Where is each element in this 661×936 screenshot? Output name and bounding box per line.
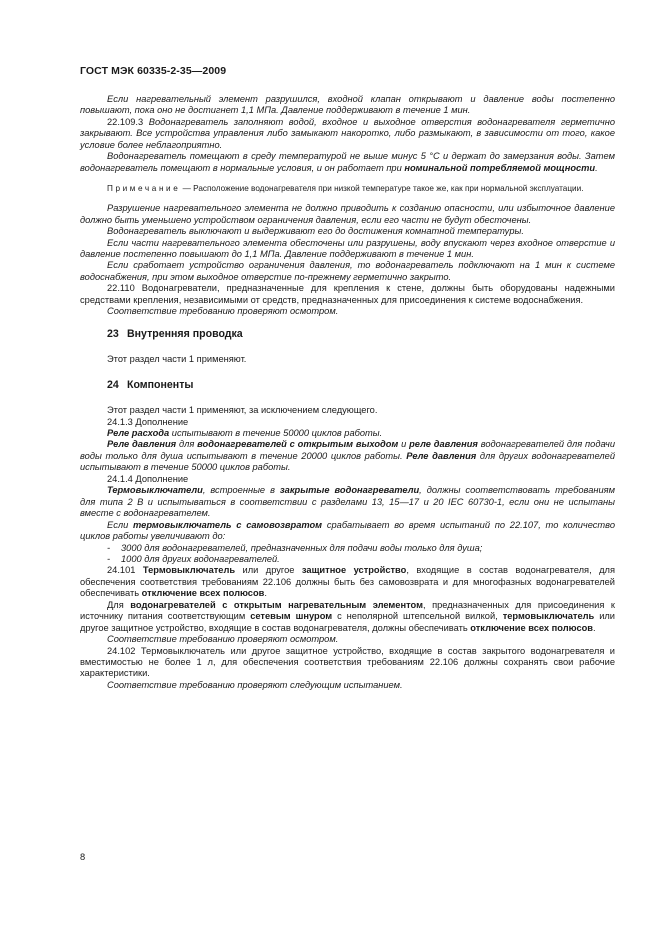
list-dash: -: [107, 542, 111, 553]
paragraph: [80, 565, 615, 599]
paragraph: [80, 520, 615, 543]
bold-term: Реле расхода: [107, 427, 170, 438]
section-23-text: Этот раздел части 1 применяют.: [107, 354, 247, 365]
text-run: , входящие в состав водонагревателя, для обеспечения соответствия требованиям 22.106 должны быть без самовозврата и для многофазных водонагревателей обеспечивать: [80, 565, 615, 599]
text-run: 22.109.3: [107, 116, 149, 127]
paragraph: [80, 117, 615, 151]
list-item-text: 1000 для других водонагревателей.: [121, 553, 280, 564]
text-run: Если нагревательный элемент разрушился, входной клапан открывают и давление воды постепенно повышают, пока оно не достигнет 1,1 МПа. Давление поддерживают в течение 1 мин.: [80, 94, 615, 116]
note: [80, 183, 615, 194]
text-run: Соответствие требованию проверяют осмотром.: [107, 306, 339, 317]
bold-term: термовыключатель с самовозвратом: [133, 519, 323, 530]
text-run: Этот раздел части 1 применяют, за исключением следующего.: [107, 405, 378, 416]
paragraph: [80, 203, 615, 226]
text-run: 24.1.3 Дополнение: [107, 416, 189, 427]
paragraph: [80, 226, 615, 237]
paragraph: [80, 283, 615, 306]
bold-term: Реле давления: [107, 439, 177, 450]
text-run: или другое: [235, 565, 302, 576]
text-run: , должны соответствовать требованиям для типа 2 В и испытываться в соответствии с разделами 13, 15—17 и 20 IEC 60730-1, если они не испытаны вместе с водонагревателем.: [80, 485, 615, 519]
text-run: .: [264, 588, 267, 599]
bold-term: водонагревателей с открытым нагревательным элементом: [130, 599, 423, 610]
document-body: [80, 94, 615, 691]
text-run: водонагревателей для подачи воды только для душа испытывают в течение 20000 циклов работы.: [80, 439, 615, 461]
text-run: 24.1.4 Дополнение: [107, 473, 189, 484]
text-run: Водонагреватель заполняют водой, входное и выходное отверстия водонагревателя герметично закрывают. Все устройства управления либо замыкают накоротко, либо размыкают, в зависимости от того, какое условие более неблагоприятно.: [80, 116, 615, 150]
bold-term: отключение всех полюсов: [470, 622, 594, 633]
text-run: , встроенные в: [202, 485, 280, 496]
bold-term: реле давления: [409, 439, 478, 450]
paragraph-group-c: [80, 405, 615, 542]
paragraph-group-d: [80, 565, 615, 691]
note-text: — Расположение водонагревателя при низкой температуре такое же, как при нормальной эксплуатации.: [180, 184, 584, 194]
text-run: .: [595, 162, 598, 173]
bold-term: Термовыключатель: [142, 565, 236, 576]
paragraph: [80, 439, 615, 473]
text-run: Разрушение нагревательного элемента не должно приводить к созданию опасности, или избыточное давление должно быть уменьшено устройством ограничения давления, если его части не будут обесточены.: [80, 203, 615, 225]
text-run: Если: [107, 519, 134, 530]
section-23-title: Внутренняя проводка: [127, 327, 243, 340]
paragraph: [80, 238, 615, 261]
paragraph: [80, 428, 615, 439]
paragraph: [80, 260, 615, 283]
section-24-number: 24: [107, 378, 119, 391]
paragraph: [80, 306, 615, 317]
text-run: и: [398, 439, 410, 450]
text-run: или другое защитное устройство, входящие в состав водонагревателя, должны обеспечивать: [80, 611, 616, 633]
document-header: ГОСТ МЭК 60335-2-35—2009: [80, 65, 227, 77]
text-run: Для: [107, 599, 131, 610]
text-run: 24.102 Термовыключатель или другое защитное устройство, входящие в состав закрытого водонагревателя и вместимостью не более 1 л, для обеспечения соответствия требованиям 22.106 должны сохранять свои рабочие характеристики.: [80, 645, 615, 679]
paragraph-group-b: [80, 203, 615, 318]
paragraph: [80, 474, 615, 485]
text-run: 22.110 Водонагреватели, предназначенные для крепления к стене, должны быть оборудованы надежными средствами крепления, независимыми от средств, предназначенных для присоединения к системе водоснабжения.: [80, 283, 615, 305]
list-item-text: 3000 для водонагревателей, предназначенных для подачи воды только для душа;: [121, 542, 483, 553]
bold-term: термовыключатель: [502, 611, 595, 622]
paragraph: [80, 646, 615, 680]
text-run: .: [593, 622, 596, 633]
paragraph-group-a: [80, 94, 615, 174]
paragraph: [80, 600, 615, 634]
paragraph: [80, 680, 615, 691]
text-run: Соответствие требованию проверяют следующим испытанием.: [107, 679, 403, 690]
bold-term: отключение всех полюсов: [141, 588, 265, 599]
paragraph: [80, 485, 615, 519]
text-run: срабатывает во время испытаний по 22.107, то количество циклов работы увеличивают до:: [80, 519, 615, 542]
text-run: Водонагреватель выключают и выдерживают его до достижения комнатной температуры.: [107, 226, 524, 237]
text-run: Если сработает устройство ограничения давления, то водонагреватель подключают на 1 мин к системе водоснабжения, при этом выходное отверстие по-прежнему герметично закрыто.: [80, 260, 615, 282]
paragraph: [80, 94, 615, 117]
text-run: Если части нагревательного элемента обесточены или разрушены, воду впускают через входное отверстие и давление постепенно повышают до 1,1 МПа. Давление поддерживают в течение 1 мин.: [80, 237, 615, 259]
list-dash: -: [107, 553, 111, 564]
note-label: Примечание: [107, 184, 181, 194]
bold-term: водонагревателей с открытым выходом: [197, 439, 399, 450]
page-number: 8: [80, 852, 86, 862]
cycle-count-list: [80, 543, 615, 566]
bold-term: Термовыключатели: [107, 485, 203, 496]
text-run: Водонагреватель помещают в среду температурой не выше минус 5 °C и держат до замерзания воды. Затем водонагреватель помещают в нормальные условия, и он работает при: [80, 151, 615, 173]
paragraph: [80, 634, 615, 645]
text-run: для: [176, 439, 198, 450]
paragraph: [80, 405, 615, 416]
list-item: [80, 554, 615, 565]
list-item: [80, 543, 615, 554]
text-run: Соответствие требованию проверяют осмотром.: [107, 634, 339, 645]
bold-term: номинальной потребляемой мощности: [404, 162, 596, 173]
text-run: с неполярной штепсельной вилкой,: [332, 611, 503, 622]
section-24-title: Компоненты: [127, 378, 194, 391]
section-23-heading: [80, 329, 615, 340]
text-run: для других водонагревателей испытывают в течение 50000 циклов работы.: [80, 450, 615, 473]
text-run: , предназначенных для присоединения к источнику питания соответствующим: [80, 599, 615, 622]
bold-term: Реле давления: [406, 450, 477, 461]
bold-term: защитное устройство: [301, 565, 407, 576]
section-23-number: 23: [107, 327, 119, 340]
text-run: испытывают в течение 50000 циклов работы.: [169, 427, 383, 438]
bold-term: сетевым шнуром: [250, 611, 333, 622]
paragraph: [80, 151, 615, 174]
text-run: 24.101: [107, 565, 143, 576]
section-24-heading: [80, 380, 615, 391]
paragraph: [80, 417, 615, 428]
bold-term: закрытые водонагреватели: [279, 485, 420, 496]
